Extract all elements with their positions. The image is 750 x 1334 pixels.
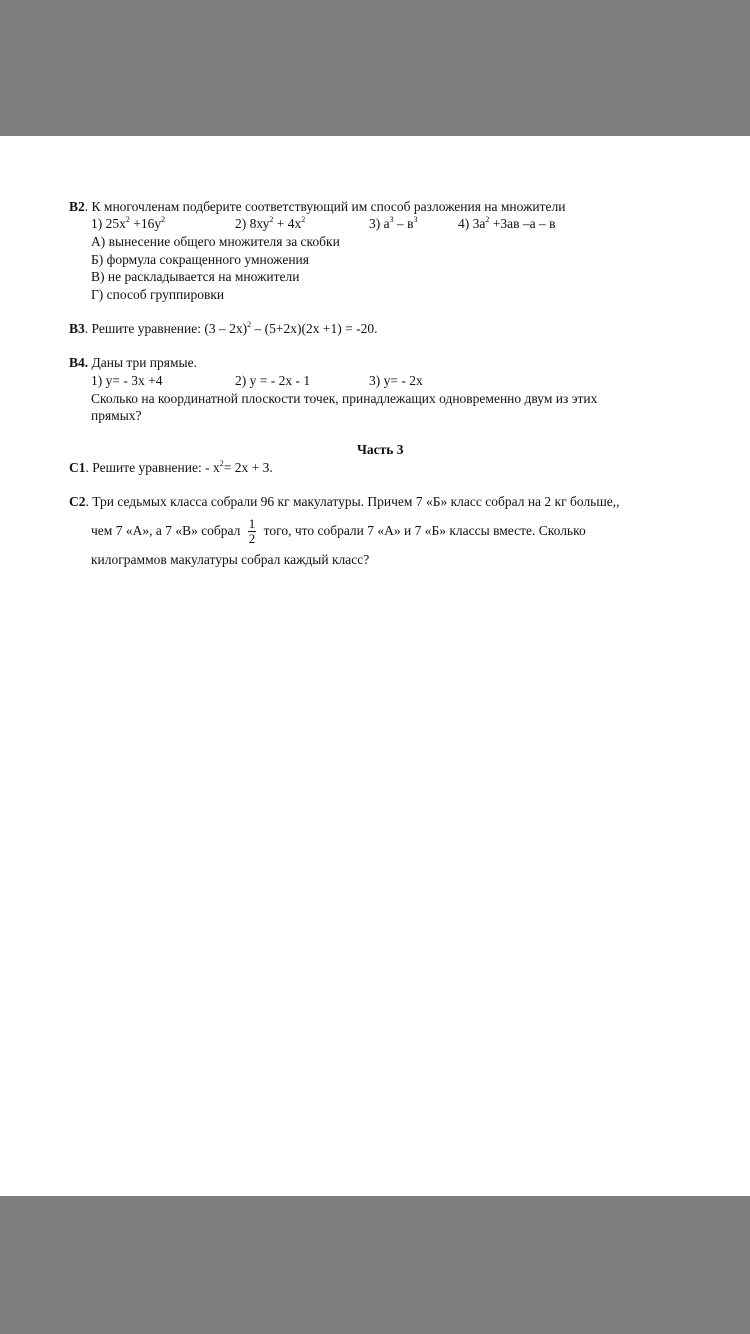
c2-fraction [248,517,257,546]
part3-title-text: Часть 3 [357,442,404,457]
b2-item-1-exp1: 2 [125,215,130,224]
b2-item-3-mid: – в [393,216,414,231]
b4-intro-text: Даны три прямые. [88,355,197,370]
b3-label: В3 [69,321,85,336]
b2-option-v: В) не раскладывается на множители [91,269,300,284]
b2-question [69,199,565,215]
c2-label: С2 [69,494,86,509]
b2-option-a: А) вынесение общего множителя за скобки [91,234,340,249]
b2-label: В2 [69,199,85,214]
b2-item-2-text: 2) 8ху [235,216,270,231]
b2-item-3-text: 3) а [369,216,390,231]
c2-line-2-end: того, что собрали 7 «А» и 7 «Б» классы вместе. Сколько [263,523,586,538]
b4-label: В4. [69,355,89,370]
b3-question [69,321,377,337]
b2-item-4-exp1: 2 [485,215,490,224]
b2-item-2-exp2: 2 [301,215,306,224]
b4-intro [69,355,197,371]
c2-line-2 [91,516,586,546]
c1-text: . Решите уравнение: - х [85,460,220,475]
b2-item-2 [235,216,305,232]
c2-line-3: килограммов макулатуры собрал каждый класс? [91,552,370,567]
b4-line-2: 2) у = - 2х - 1 [235,373,311,388]
c1-question [69,460,273,476]
b2-item-1-exp2: 2 [161,215,166,224]
b2-item-4 [458,216,555,232]
b3-text-end: – (5+2х)(2х +1) = -20. [251,321,378,336]
c2-line-1-text: . Три седьмых класса собрали 96 кг макулатуры. Причем 7 «Б» класс собрал на 2 кг больше,, [85,494,620,509]
b2-item-1-text: 1) 25х [91,216,126,231]
fraction-numerator: 1 [248,516,256,532]
b4-question-line-2: прямых? [91,408,142,423]
b4-line-1: 1) у= - 3х +4 [91,373,163,388]
c1-exp: 2 [219,459,224,468]
b2-question-text: . К многочленам подберите соответствующий им способ разложения на множители [84,199,566,214]
b2-item-4-mid: +3ав –а – в [489,216,556,231]
b3-exp: 2 [247,320,252,329]
b2-item-3-exp1: 3 [389,215,394,224]
c1-label: С1 [69,460,86,475]
b4-question-line-1: Сколько на координатной плоскости точек, принадлежащих одновременно двум из этих [91,391,598,406]
b2-option-b: Б) формула сокращенного умножения [91,252,309,267]
fraction-denominator: 2 [248,531,256,547]
b2-item-1-mid: +16у [129,216,162,231]
b2-item-2-mid: + 4х [273,216,302,231]
c2-line-2-start: чем 7 «А», а 7 «В» собрал [91,523,241,538]
part3-title [357,442,404,458]
b2-item-3-exp2: 3 [413,215,418,224]
b2-option-g: Г) способ группировки [91,287,225,302]
b2-item-3 [369,216,418,232]
c2-line-1 [69,494,619,510]
b2-item-2-exp1: 2 [269,215,274,224]
c1-text-end: = 2х + 3. [223,460,273,475]
b4-line-3: 3) у= - 2х [369,373,423,388]
b2-item-1 [91,216,165,232]
document-page [0,136,750,1196]
b2-item-4-text: 4) 3а [458,216,486,231]
b3-text: . Решите уравнение: (3 – 2х) [84,321,248,336]
